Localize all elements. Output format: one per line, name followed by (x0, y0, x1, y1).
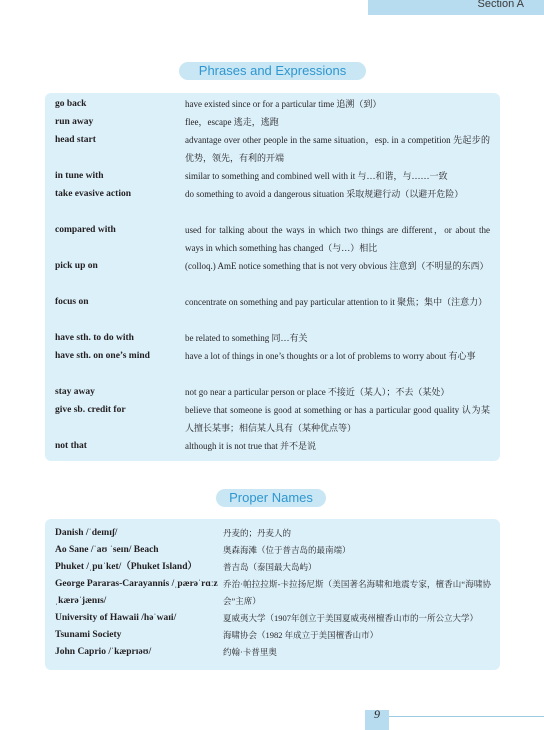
phrase-term: stay away (55, 387, 95, 397)
phrase-row (45, 293, 500, 311)
name-row (45, 542, 500, 560)
phrase-definition: advantage over other people in the same situation，esp. in a competition 先起步的优势，领先，有利的开端 (185, 135, 490, 163)
phrase-term: not that (55, 441, 87, 451)
name-row (45, 610, 500, 628)
proper-name: George Pararas-Carayannis /ˌpærəˈrɑːz ˌkærəˈjænɪs/ (55, 579, 218, 606)
proper-name: Danish /ˈdeɪnɪʃ/ (55, 528, 118, 538)
phrase-row (45, 347, 500, 365)
phrase-definition: concentrate on something and pay particular attention to it 聚焦；集中（注意力） (185, 297, 488, 307)
proper-name: Ao Sane /ˈaʊ ˈseɪn/ Beach (55, 545, 159, 555)
phrase-row (45, 383, 500, 401)
phrase-definition: not go near a particular person or place 不接近（某人）；不去（某处） (185, 387, 450, 397)
phrase-definition: have existed since or for a particular time 追溯（到） (185, 99, 382, 109)
phrase-definition: have a lot of things in one’s thoughts or a lot of problems to worry about 有心事 (185, 351, 476, 361)
footer-rule (389, 716, 544, 717)
phrase-definition: believe that someone is good at something or has a particular good quality 认为某人擅长某事；相信某人具有（某种优点等） (185, 405, 490, 433)
proper-name: Tsunami Society (55, 630, 122, 640)
phrase-row (45, 329, 500, 347)
phrase-row (45, 113, 500, 131)
phrase-definition: used for talking about the ways in which two things are different，or about the ways in which something has changed（与…）相比 (185, 225, 490, 253)
phrase-row (45, 95, 500, 113)
phrase-row (45, 185, 500, 203)
proper-name-description: 丹麦的；丹麦人的 (223, 528, 292, 538)
section-tab: Section A (368, 0, 544, 15)
phrase-row (45, 221, 500, 253)
phrase-term: have sth. on one’s mind (55, 351, 150, 361)
phrase-term: run away (55, 117, 94, 127)
phrase-row (45, 131, 500, 163)
phrase-definition: do something to avoid a dangerous situation 采取规避行动（以避开危险） (185, 189, 464, 199)
phrase-definition: similar to something and combined well with it 与…和谐，与……一致 (185, 171, 448, 181)
phrases-box (45, 93, 500, 461)
phrase-term: in tune with (55, 171, 104, 181)
proper-names-box (45, 519, 500, 670)
proper-names-heading: Proper Names (216, 489, 326, 507)
phrase-row (45, 437, 500, 455)
phrase-term: compared with (55, 225, 116, 235)
proper-name: University of Hawaii /həˈwaɪi/ (55, 613, 177, 623)
phrase-term: head start (55, 135, 96, 145)
phrase-term: give sb. credit for (55, 405, 126, 415)
phrase-term: take evasive action (55, 189, 131, 199)
phrase-row (45, 401, 500, 433)
phrase-definition: be related to something 同…有关 (185, 333, 308, 343)
proper-name-description: 夏威夷大学（1907年创立于美国夏威夷州檀香山市的一所公立大学） (223, 613, 479, 623)
phrase-term: have sth. to do with (55, 333, 134, 343)
proper-name-description: 约翰·卡普里奥 (223, 647, 277, 657)
phrase-definition: although it is not true that 并不是说 (185, 441, 316, 451)
proper-name: John Caprio /ˈkæprɪəʊ/ (55, 647, 152, 657)
phrase-term: go back (55, 99, 87, 109)
name-row (45, 559, 500, 577)
proper-name-description: 海啸协会（1982 年成立于美国檀香山市） (223, 630, 379, 640)
name-row (45, 576, 500, 606)
phrase-definition: flee，escape 逃走，逃跑 (185, 117, 279, 127)
name-row (45, 644, 500, 662)
proper-name-description: 奥森海滩（位于普吉岛的最南端） (223, 545, 351, 555)
proper-name: Phuket /ˌpuˈket/（Phuket Island） (55, 562, 198, 572)
proper-name-description: 普吉岛（泰国最大岛屿） (223, 562, 317, 572)
phrase-term: focus on (55, 297, 89, 307)
name-row (45, 525, 500, 543)
phrase-row (45, 257, 500, 275)
phrase-term: pick up on (55, 261, 98, 271)
proper-name-description: 乔治·帕拉拉斯-卡拉扬尼斯（美国著名海啸和地震专家，檀香山“海啸协会”主席） (223, 579, 491, 606)
phrase-definition: (colloq.) AmE notice something that is not very obvious 注意到（不明显的东西） (185, 261, 489, 271)
phrases-heading: Phrases and Expressions (179, 62, 366, 80)
phrase-row (45, 167, 500, 185)
page-number: 9 (365, 710, 389, 730)
name-row (45, 627, 500, 645)
